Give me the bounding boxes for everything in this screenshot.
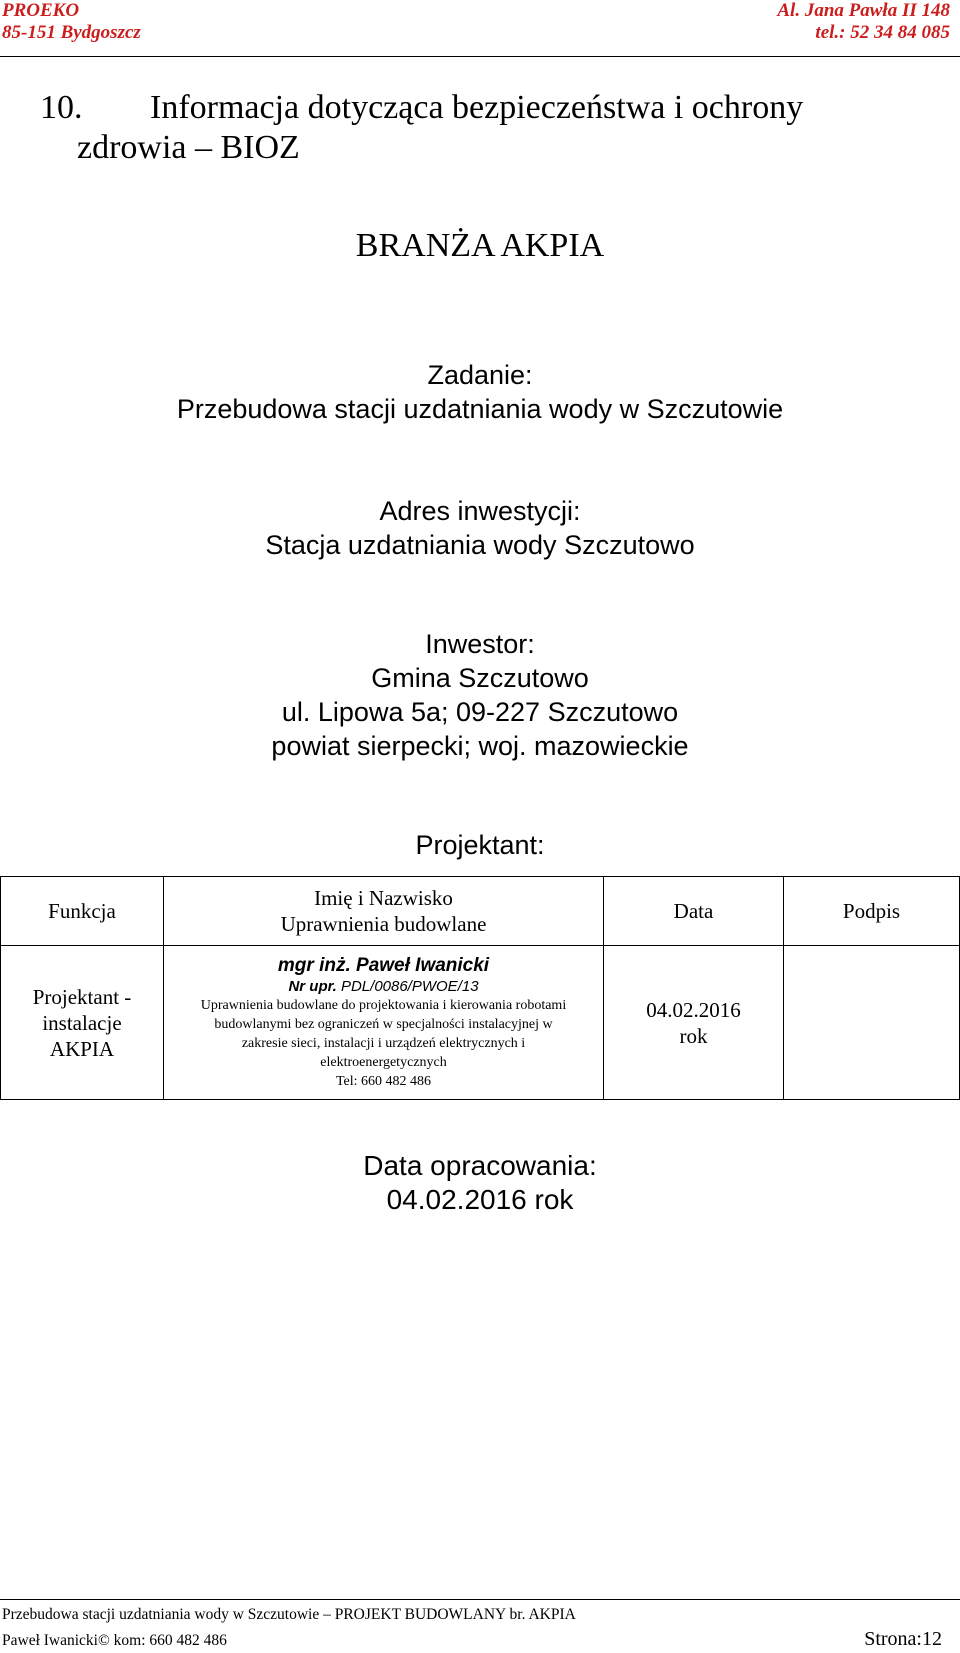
permit-desc-line4: elektroenergetycznych [320,1054,447,1070]
th-date-text: Data [673,899,714,923]
investor-region: powiat sierpecki; woj. mazowieckie [271,731,689,761]
td-date-line2: rok [679,1023,708,1048]
permit-number-value: PDL/0086/PWOE/13 [340,977,479,995]
header-city: 85-151 Bydgoszcz [2,22,141,43]
header-street: Al. Jana Pawła II 148 [777,0,950,21]
permit-desc-line3: zakresie sieci, instalacji i urządzeń elektrycznych i [241,1035,526,1051]
prepared-label: Data opracowania: [363,1150,597,1181]
designer-label: Projektant: [415,830,545,860]
td-date [604,946,784,1100]
section-title [40,86,803,130]
prepared-block [0,1149,960,1217]
footer-author: Paweł Iwanicki© kom: 660 482 486 [2,1632,227,1649]
header-address-block [777,0,950,44]
section-title-line2: zdrowia – BIOZ [77,129,300,166]
permit-desc-line2: budowlanymi bez ograniczeń w specjalności instalacyjnej w [214,1016,553,1032]
section-number: 10. [40,89,83,126]
td-function-line2: instalacje [42,1010,122,1035]
task-label: Zadanie: [427,360,533,390]
address-label: Adres inwestycji: [379,496,581,526]
section-title-line1: Informacja dotycząca bezpieczeństwa i ochrony [150,89,804,126]
task-block [0,358,960,426]
permit-number [288,977,478,996]
header-company: PROEKO [2,0,80,21]
branch-heading: BRANŻA AKPIA [355,227,605,264]
th-name-line1: Imię i Nazwisko [314,886,453,910]
td-function-line1: Projektant - [32,984,132,1009]
td-function [0,946,164,1100]
investor-street: ul. Lipowa 5a; 09-227 Szczutowo [281,697,679,727]
td-signature [784,946,960,1100]
td-date-line1: 04.02.2016 [646,997,741,1022]
task-value: Przebudowa stacji uzdatniania wody w Szczutowie [176,394,784,424]
designer-phone: Tel: 660 482 486 [335,1073,432,1089]
footer-divider [0,1599,960,1600]
footer-page-number: 12 [922,1628,942,1650]
th-signature-text: Podpis [842,899,901,923]
investor-block [0,627,960,763]
th-signature [784,876,960,946]
address-value: Stacja uzdatniania wody Szczutowo [265,530,695,560]
td-function-line3: AKPIA [49,1036,115,1061]
designer-name: mgr inż. Paweł Iwanicki [277,954,490,976]
header-company-block [2,0,141,44]
address-block [0,494,960,562]
header-phone: tel.: 52 34 84 085 [815,22,950,43]
designer-table [0,876,960,1100]
th-date [604,876,784,946]
footer-project: Przebudowa stacji uzdatniania wody w Szczutowie – PROJEKT BUDOWLANY br. AKPIA [2,1606,576,1623]
th-name [164,876,604,946]
footer-page [864,1627,942,1651]
investor-name: Gmina Szczutowo [371,663,589,693]
footer-page-label: Strona: [864,1628,922,1650]
permit-desc-line1: Uprawnienia budowlane do projektowania i kierowania robotami [200,997,567,1013]
th-name-line2: Uprawnienia budowlane [280,912,487,936]
th-function [0,876,164,946]
td-name [164,946,604,1100]
permit-number-prefix: Nr upr. [288,977,337,995]
investor-label: Inwestor: [425,629,535,659]
th-function-text: Funkcja [48,899,116,923]
prepared-value: 04.02.2016 rok [386,1184,574,1215]
header-divider [0,56,960,57]
